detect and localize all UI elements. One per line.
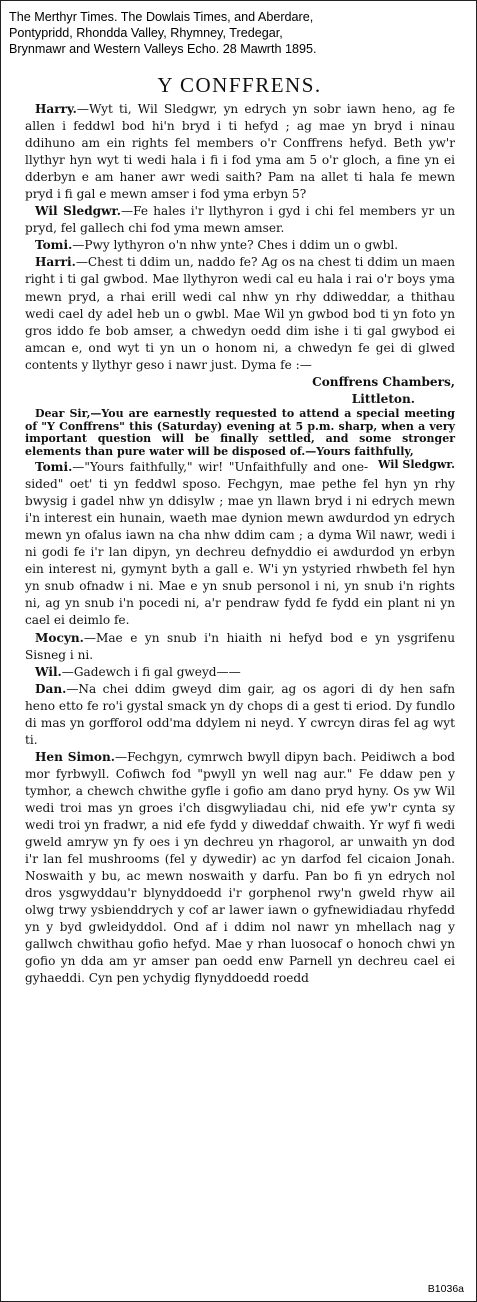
paragraph-text: —"Yours faithfully," wir! "Unfaithfully and one-sided" oet' ti yn feddwl sposo. Fechgyn, mae pethe fel hyn yn rhy bwysig i gadel nhw yn ddisylw ; mae yn llawn bryd i ni edrych mewn i'n interest ein hunain, waeth mae dynion mewn awdurdod yn edrych mewn yn ofalus iawn na cha nhw ddim cam ; a dyma Wil nawr, wedi i ni godi fe i'r lan dipyn, yn dechreu defnyddio ei awdurdod yn erbyn ein interest ni, gymynt byth a gall e. W'i yn ystyried rhwbeth fel hyn yn snub ofnadw i ni. Mae e yn snub personol i ni, yn snub i'n rights ni, ag yn snub i'n pocedi ni, a'r pendraw fydd fe fydd ein plant ni yn cael ei deimlo fe.: [25, 460, 455, 628]
paragraph-harry: [25, 101, 455, 203]
speaker-name: Harri.: [35, 255, 76, 270]
speaker-name: Mocyn.: [35, 630, 84, 645]
paragraph-mocyn: [25, 630, 455, 664]
paragraph-text: —Fe hales i'r llythyron i gyd i chi fel members yr un pryd, fel gallech chi fod yma mewn amser.: [25, 204, 455, 236]
reference-code: B1036a: [427, 1283, 464, 1295]
header-line-3: Brynmawr and Western Valleys Echo. 28 Mawrth 1895.: [9, 42, 317, 56]
paragraph-text: —Na chei ddim gweyd dim gair, ag os agori di dy hen safn heno etto fe ro'i gystal smack yn dy chops di a gest ti eriod. Dy fundlo di mas yn gorfforol odd'ma ddylem ni neyd. Y cwrcyn diras fel ag wyt ti.: [25, 681, 455, 747]
paragraph-text: —Gadewch i fi gal gweyd——: [61, 664, 241, 679]
source-header: [9, 9, 469, 57]
paragraph-text: —Chest ti ddim un, naddo fe? Ag os na chest ti ddim un maen right i ti gal gwbod. Mae llythyron wedi cal eu hala i rai o'r boys yma mewn pryd, a rhai erill wedi cal nhw yn rhy ddiweddar, a thithau wedi cael dy adel heb un o gwbl. Mae Wil yn gwbod bod ti yn foto yn gros iddo fe bob amser, a chwedyn oedd dim ishe i ti gal gwybod ei amcan e, ond wyt ti yn un o honom ni, a chwedyn fe gei di glwed contents y llythyr geso i nawr just. Dyma fe :—: [25, 255, 455, 372]
paragraph-tomi-2: [25, 459, 455, 629]
article-body: [25, 101, 455, 987]
paragraph-text: —Pwy lythyron o'n nhw ynte? Ches i ddim un o gwbl.: [72, 238, 399, 253]
paragraph-harri: [25, 254, 455, 373]
signature-address: [25, 374, 455, 391]
speaker-name: Dan.: [35, 681, 67, 696]
paragraph-text: —Wyt ti, Wil Sledgwr, yn edrych yn sobr iawn heno, ag fe allen i feddwl bod hi'n bryd i ti hefyd ; ag mae yn bryd i ninau ddihuno am ein rights fel members o'r Conffrens hefyd. Beth yw'r llythyr hyn wyt ti wedi hala i fi i fod yma am 5 o'r gloch, a fine yn ei dderbyn e am haner awr wedi saith? Pam na allet ti hala fe mewn pryd i fi gal e mewn amser i fod yma erbyn 5?: [25, 102, 455, 202]
speaker-name: Wil.: [35, 664, 62, 679]
speaker-name: Hen Simon.: [35, 749, 115, 764]
signature-line-2: Littleton.: [351, 391, 415, 406]
paragraph-tomi: [25, 237, 455, 254]
paragraph-hen-simon: [25, 749, 455, 988]
header-line-2: Pontypridd, Rhondda Valley, Rhymney, Tredegar,: [9, 26, 283, 40]
paragraph-text: —Mae e yn snub i'n hiaith ni hefyd bod e yn ysgrifenu Sisneg i ni.: [25, 630, 455, 662]
article-title: Y CONFFRENS.: [157, 73, 322, 97]
paragraph-dan: [25, 681, 455, 749]
letter-text: Dear Sir,—You are earnestly requested to attend a special meeting of "Y Conffrens" this (Saturday) evening at 5 p.m. sharp, when a very important question will be finally settled, and some stronger elements than pure water will be disposed of.—Yours faithfully,: [25, 406, 455, 459]
signature-town: [25, 391, 455, 408]
paragraph-wil: [25, 664, 455, 681]
speaker-name: Tomi.: [35, 460, 73, 475]
speaker-name: Harry.: [35, 102, 77, 116]
speaker-name: Tomi.: [35, 238, 73, 253]
signature-line-1: Conffrens Chambers,: [312, 374, 455, 389]
paragraph-wil-sledgwr: [25, 203, 455, 237]
speaker-name: Wil Sledgwr.: [35, 204, 121, 219]
letter-signature: Wil Sledgwr.: [378, 458, 455, 472]
header-line-1: The Merthyr Times. The Dowlais Times, and Aberdare,: [9, 10, 314, 24]
paragraph-text: —Fechgyn, cymrwch bwyll dipyn bach. Peidiwch a bod mor fyrbwyll. Cofiwch fod "pwyll yn well nag aur." Fe ddaw pen y tymhor, a chewch chwithe gyfle i gofio am dano pryd hyny. Os yw Wil wedi troi mas yn groes i'ch disgwyliadau chi, nid efe yw'r cynta sy wedi troi yn fradwr, a nid efe fydd y diweddaf chwaith. Yr wyf fi wedi gweld amryw yn fy oes i yn dechreu yn rhagorol, ar unwaith yn dod i'r lan fel mushrooms (fel y dywedir) ac yn darfod fel cicaion Jonah. Noswaith y bu, ac mewn noswaith y darfu. Pan bo fi yn edrych nol dros ysgwyddau'r blynyddoedd i'r gorphenol rwy'n gweld rhyw ail olwg trwy ysbienddrych y cof ar lawer iawn o gyfnewidiadau rhyfedd yn y byd gwleidyddol. Ond af i ddim nol nawr yn mhellach nag y gallwch chwithau gofio hefyd. Mae y rhan luosocaf o honoch chwi yn gofio yn dda am yr amser pan oedd enw Parnell yn dechreu cael ei gyhaeddi. Cyn pen ychydig flynyddoedd roedd: [25, 749, 455, 986]
